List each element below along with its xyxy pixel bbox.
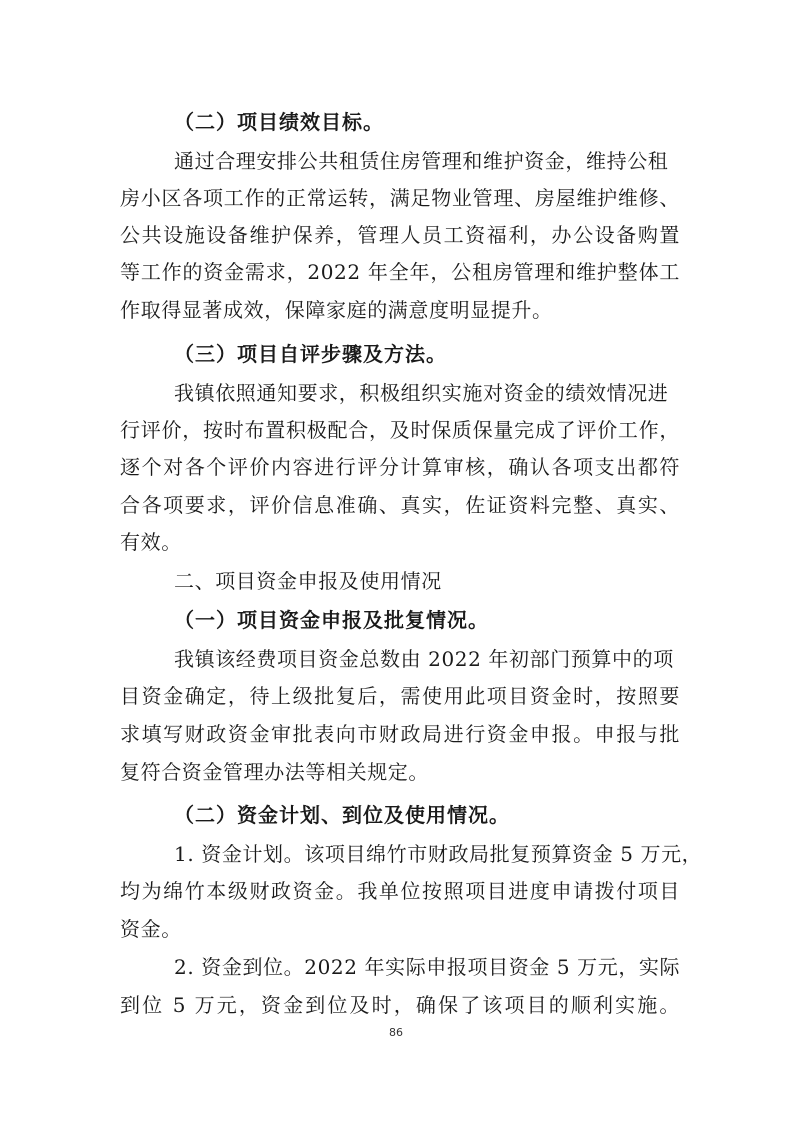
paragraph-line: 有效。 bbox=[120, 530, 182, 554]
paragraph-line: 作取得显著成效，保障家庭的满意度明显提升。 bbox=[120, 298, 553, 322]
section-heading: 二、项目资金申报及使用情况 bbox=[174, 569, 442, 593]
heading-fund-application: （一）项目资金申报及批复情况。 bbox=[174, 608, 489, 632]
paragraph-line: 我镇该经费项目资金总数由 2022 年初部门预算中的项 bbox=[174, 647, 674, 671]
paragraph-line: 房小区各项工作的正常运转，满足物业管理、房屋维护维修、 bbox=[120, 186, 680, 210]
paragraph-line: 均为绵竹本级财政资金。我单位按照项目进度申请拨付项目 bbox=[120, 879, 680, 903]
paragraph-line: 公共设施设备维护保养，管理人员工资福利，办公设备购置 bbox=[120, 223, 680, 247]
paragraph-line: 1. 资金计划。该项目绵竹市财政局批复预算资金 5 万元， bbox=[174, 842, 703, 866]
paragraph-line: 等工作的资金需求，2022 年全年，公租房管理和维护整体工 bbox=[120, 260, 680, 284]
paragraph-line: 资金。 bbox=[120, 917, 182, 941]
paragraph-line: 我镇依照通知要求，积极组织实施对资金的绩效情况进 bbox=[174, 381, 669, 405]
heading-self-evaluation: （三）项目自评步骤及方法。 bbox=[174, 342, 447, 366]
paragraph-line: 目资金确定，待上级批复后，需使用此项目资金时，按照要 bbox=[120, 684, 680, 708]
page-number: 86 bbox=[389, 1026, 403, 1039]
paragraph-line: 合各项要求，评价信息准确、真实，佐证资料完整、真实、 bbox=[120, 493, 680, 517]
paragraph-line: 2. 资金到位。2022 年实际申报项目资金 5 万元，实际 bbox=[174, 955, 681, 979]
paragraph-line: 行评价，按时布置积极配合，及时保质保量完成了评价工作， bbox=[120, 418, 680, 442]
heading-performance-goal: （二）项目绩效目标。 bbox=[174, 110, 384, 134]
paragraph-line: 复符合资金管理办法等相关规定。 bbox=[120, 760, 429, 784]
paragraph-line: 通过合理安排公共租赁住房管理和维护资金，维持公租 bbox=[174, 149, 669, 173]
paragraph-line: 到位 5 万元，资金到位及时，确保了该项目的顺利实施。 bbox=[120, 993, 680, 1017]
paragraph-line: 逐个对各个评价内容进行评分计算审核，确认各项支出都符 bbox=[120, 455, 680, 479]
paragraph-line: 求填写财政资金审批表向市财政局进行资金申报。申报与批 bbox=[120, 722, 680, 746]
heading-fund-plan: （二）资金计划、到位及使用情况。 bbox=[174, 803, 510, 827]
